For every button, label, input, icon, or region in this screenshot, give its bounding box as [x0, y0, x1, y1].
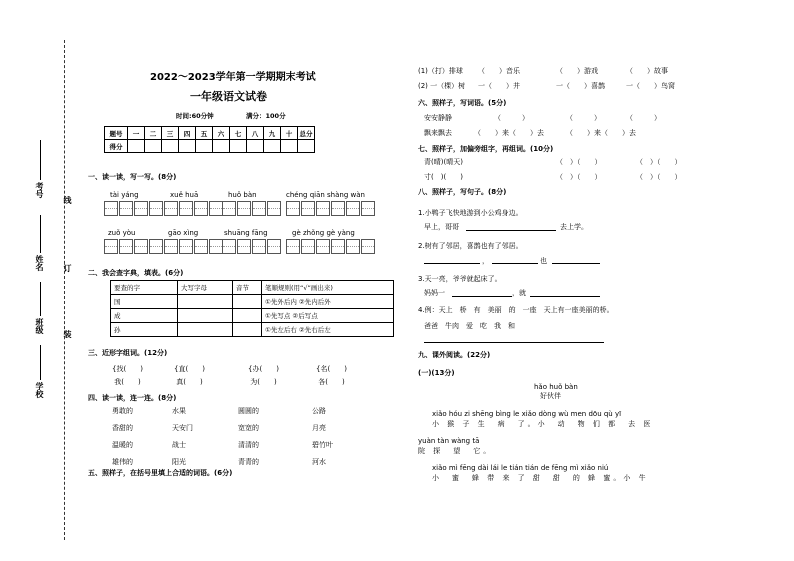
- sec5-title: 五、照样子，在括号里填上合适的词语。(6分): [88, 469, 233, 477]
- answer-line[interactable]: [530, 296, 600, 297]
- pair-2b: 真( ): [176, 378, 203, 386]
- line2-pinyin: yuàn tàn wàng tā: [418, 437, 480, 445]
- word-blank[interactable]: （ ）: [626, 114, 661, 122]
- label-zhuang: 装: [63, 330, 72, 338]
- q1a: 早上，哥哥: [424, 223, 459, 231]
- dictionary-table: 要查的字 大写字母 音节 笔顺规则(用“√”画出来) 国 ①先外后内 ②先内后外 成 ①先写点 ②后写点 孙 ①先左后右 ②先右后左: [110, 280, 394, 337]
- match-item[interactable]: 月亮: [312, 424, 326, 432]
- fill-item[interactable]: （ ）游戏: [556, 67, 598, 75]
- match-item[interactable]: 碧竹叶: [312, 441, 333, 449]
- line1-pinyin: xiǎo hóu zi shēng bìng le xiǎo dòng wù men dōu qù yī: [432, 410, 622, 418]
- kaohao-line[interactable]: [40, 140, 41, 180]
- match-item[interactable]: 香甜的: [112, 424, 133, 432]
- sec7-title: 七、照样子，加偏旁组字，再组词。(10分): [418, 145, 554, 153]
- q2: 2.树有了邻居，喜鹊也有了邻居。: [418, 242, 523, 250]
- fill-item[interactable]: 一（ ）鸟窝: [626, 82, 675, 90]
- q3a: 妈妈一: [424, 289, 445, 297]
- sec2-title: 二、我会查字典，填表。(6分): [88, 269, 184, 277]
- answer-line[interactable]: [492, 263, 538, 264]
- xuexiao-line[interactable]: [40, 345, 41, 380]
- write-grid[interactable]: [286, 201, 376, 216]
- match-item[interactable]: 宽宽的: [238, 424, 259, 432]
- write-grid[interactable]: [104, 239, 164, 254]
- match-item[interactable]: 温暖的: [112, 441, 133, 449]
- word-blank[interactable]: （ ）: [494, 114, 529, 122]
- xingming-line[interactable]: [40, 215, 41, 253]
- q2a: ，: [482, 257, 489, 265]
- word-example: 安安静静: [424, 114, 452, 122]
- py-3: huǒ bàn: [228, 191, 257, 199]
- match-item[interactable]: 雄伟的: [112, 458, 133, 466]
- story-title-pinyin: hǎo huǒ bàn: [534, 383, 578, 391]
- fold-line: [64, 40, 65, 540]
- py-2: xuě huā: [170, 191, 199, 199]
- radical-example: 青(晴)(晴天): [424, 158, 463, 166]
- answer-line[interactable]: [424, 342, 604, 343]
- write-grid[interactable]: [104, 201, 164, 216]
- py-1: tài yáng: [110, 191, 139, 199]
- match-item[interactable]: 天安门: [172, 424, 193, 432]
- label-xian: 线: [63, 196, 72, 204]
- pair-3a: {办( ): [248, 365, 279, 373]
- q4: 4.例：天上 桥 有 美丽 的 一座 天上有一座美丽的桥。: [418, 306, 614, 314]
- line1-text: 小 猴 子 生 病 了。小 动 物 们 都 去 医: [432, 420, 654, 428]
- word-example: 飘来飘去: [424, 129, 452, 137]
- q3b: ，就: [512, 289, 526, 297]
- q3: 3.天一亮，爷爷就起床了。: [418, 275, 502, 283]
- match-item[interactable]: 清清的: [238, 441, 259, 449]
- sec1-title: 一、读一读，写一写。(8分): [88, 173, 177, 181]
- label-ding: 订: [63, 264, 72, 272]
- word-blank[interactable]: （ ）来（ ）去: [474, 129, 544, 137]
- banji-line[interactable]: [40, 282, 41, 316]
- fill-item: (2) 一（棵）树: [418, 82, 466, 90]
- sec9-title: 九、课外阅读。(22分): [418, 351, 491, 359]
- pair-1b: 我( ): [114, 378, 141, 386]
- sec8-title: 八、照样子，写句子。(8分): [418, 188, 507, 196]
- match-item[interactable]: 水果: [172, 407, 186, 415]
- score-table: 题号 一 二 三 四 五 六 七 八 九 十 总分 得分: [104, 126, 315, 153]
- match-item[interactable]: 圆圆的: [238, 407, 259, 415]
- write-grid[interactable]: [164, 201, 224, 216]
- sec3-title: 三、近形字组词。(12分): [88, 349, 168, 357]
- exam-subtitle: 一年级语文试卷: [190, 90, 267, 103]
- fill-item[interactable]: （ ）音乐: [478, 67, 520, 75]
- fill-item[interactable]: （ ）故事: [626, 67, 668, 75]
- py-6: gāo xìng: [168, 229, 199, 237]
- write-grid[interactable]: [164, 239, 224, 254]
- py-8: gè zhǒng gè yàng: [292, 229, 355, 237]
- radical-blank[interactable]: （ ）（ ）: [636, 173, 682, 181]
- fill-item: (1)（打）排球: [418, 67, 463, 75]
- reading-part: (一)(13分): [418, 369, 455, 377]
- write-grid[interactable]: [222, 201, 282, 216]
- match-item[interactable]: 战士: [172, 441, 186, 449]
- radical-blank[interactable]: （ ）（ ）: [636, 158, 682, 166]
- fill-item[interactable]: 一（ ）井: [478, 82, 520, 90]
- exam-time: 时间:60分钟: [176, 112, 214, 120]
- pair-4b: 各( ): [318, 378, 345, 386]
- q1b: 去上学。: [560, 223, 588, 231]
- label-xingming: 姓名: [35, 255, 44, 271]
- answer-line[interactable]: [424, 263, 480, 264]
- q1: 1.小鸭子飞快地游到小公鸡身边。: [418, 209, 523, 217]
- write-grid[interactable]: [222, 239, 282, 254]
- label-banji: 班级: [35, 318, 44, 334]
- fill-item[interactable]: 一（ ）喜鹊: [556, 82, 605, 90]
- write-grid[interactable]: [286, 239, 376, 254]
- word-blank[interactable]: （ ）: [566, 114, 601, 122]
- exam-total: 满分：100分: [246, 112, 286, 120]
- sec6-title: 六、照样子，写词语。(5分): [418, 99, 507, 107]
- line3-pinyin: xiǎo mì fēng dài lái le tián tián de fēng mì xiǎo niú: [432, 464, 609, 472]
- py-4: chéng qiān shàng wàn: [286, 191, 365, 199]
- match-item[interactable]: 公路: [312, 407, 326, 415]
- answer-line[interactable]: [552, 263, 600, 264]
- answer-line[interactable]: [466, 230, 556, 231]
- story-title: 好伙伴: [540, 392, 561, 400]
- pair-1a: {找( ): [112, 365, 143, 373]
- label-kaohao: 考号: [35, 182, 44, 198]
- q4a: 爸爸 牛肉 爱 吃 我 和: [424, 322, 515, 330]
- radical-blank[interactable]: （ ）（ ）: [556, 173, 602, 181]
- q2b: 也: [540, 257, 547, 265]
- answer-line[interactable]: [452, 296, 512, 297]
- pair-3b: 为( ): [250, 378, 277, 386]
- radical-blank[interactable]: （ ）（ ）: [556, 158, 602, 166]
- line3-text: 小 蜜 蜂 带 来 了 甜 甜 的 蜂 蜜。小 牛: [432, 474, 649, 482]
- pair-4a: {名( ): [316, 365, 347, 373]
- line2-text: 院 探 望 它。: [418, 447, 494, 455]
- match-item[interactable]: 阳光: [172, 458, 186, 466]
- sec4-title: 四、读一读，连一连。(8分): [88, 394, 177, 402]
- label-xuexiao: 学校: [35, 382, 44, 398]
- pair-2a: {直( ): [174, 365, 205, 373]
- word-blank[interactable]: （ ）来（ ）去: [566, 129, 636, 137]
- match-item[interactable]: 勇敢的: [112, 407, 133, 415]
- match-item[interactable]: 青青的: [238, 458, 259, 466]
- py-5: zuǒ yòu: [108, 229, 136, 237]
- radical-example[interactable]: 寸( )( ): [424, 173, 463, 181]
- match-item[interactable]: 河水: [312, 458, 326, 466]
- py-7: shuāng fāng: [224, 229, 268, 237]
- exam-title: 2022～2023学年第一学期期末考试: [150, 72, 316, 83]
